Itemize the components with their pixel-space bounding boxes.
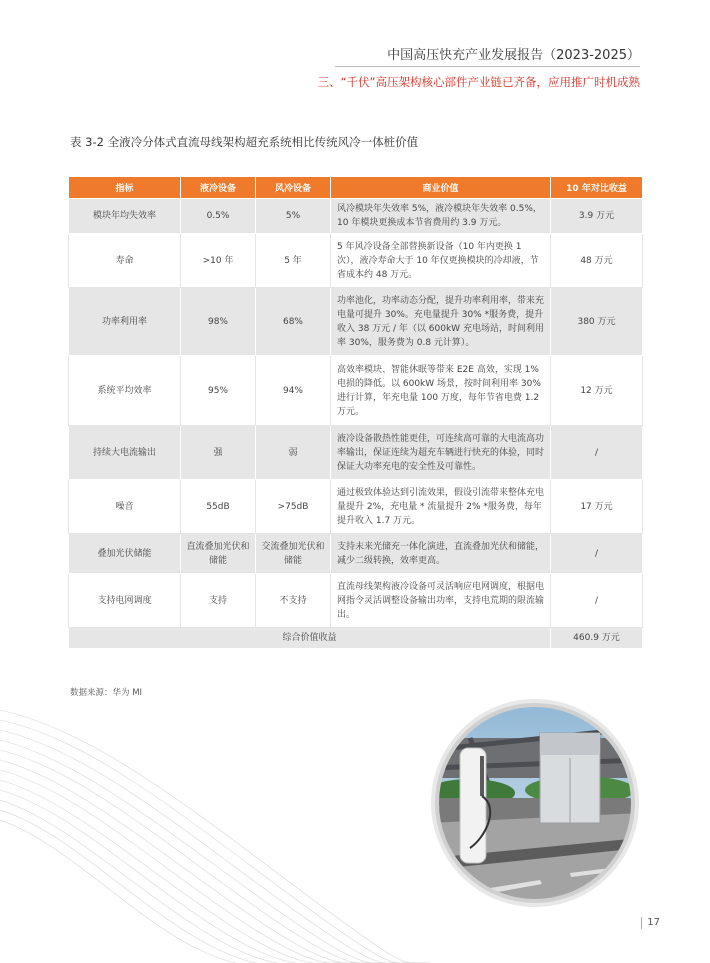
table-row bbox=[69, 426, 643, 480]
header-liquid: 液冷设备 bbox=[181, 177, 256, 199]
data-source: 数据来源：华为 MI bbox=[70, 688, 143, 698]
cell-air: 交流叠加光伏和储能 bbox=[256, 534, 331, 574]
cell-gain: 48 万元 bbox=[551, 234, 643, 288]
cell-air: 94% bbox=[256, 356, 331, 426]
cell-air: 5 年 bbox=[256, 234, 331, 288]
header-rule bbox=[335, 66, 640, 67]
table-row bbox=[69, 234, 643, 288]
cell-value: 通过极致体验达到引流效果，假设引流带来整体充电量提升 2%，充电量 * 流量提升 2% *服务费，每年提升收入 1.7 万元。 bbox=[331, 480, 551, 534]
cell-metric: 噪音 bbox=[69, 480, 181, 534]
cell-value: 液冷设备散热性能更佳，可连续高可靠的大电流高功率输出，保证连续为超充车辆进行快充的体验，同时保证大功率充电的安全性及可靠性。 bbox=[331, 426, 551, 480]
cell-metric: 叠加光伏储能 bbox=[69, 534, 181, 574]
page-number-separator bbox=[641, 917, 642, 929]
table-header-row bbox=[69, 177, 643, 199]
cell-gain: / bbox=[551, 534, 643, 574]
cell-gain: 380 万元 bbox=[551, 288, 643, 356]
table-row bbox=[69, 480, 643, 534]
header-metric: 指标 bbox=[69, 177, 181, 199]
total-value: 460.9 万元 bbox=[551, 628, 643, 649]
header-title: 中国高压快充产业发展报告（2023-2025） bbox=[387, 48, 640, 63]
cell-air: 68% bbox=[256, 288, 331, 356]
cell-liquid: 0.5% bbox=[181, 199, 256, 234]
cell-liquid: 直流叠加光伏和储能 bbox=[181, 534, 256, 574]
header-value: 商业价值 bbox=[331, 177, 551, 199]
cell-air: 不支持 bbox=[256, 574, 331, 628]
cell-air: >75dB bbox=[256, 480, 331, 534]
cell-gain: / bbox=[551, 426, 643, 480]
cell-value: 风冷模块年失效率 5%，液冷模块年失效率 0.5%，10 年模块更换成本节省费用约 3.9 万元。 bbox=[331, 199, 551, 234]
cell-metric: 模块年均失效率 bbox=[69, 199, 181, 234]
cell-value: 直流母线架构液冷设备可灵活响应电网调度，根据电网指令灵活调整设备输出功率，支持电荒期的限流输出。 bbox=[331, 574, 551, 628]
cell-liquid: 98% bbox=[181, 288, 256, 356]
table-row bbox=[69, 288, 643, 356]
table-row bbox=[69, 356, 643, 426]
cell-metric: 功率利用率 bbox=[69, 288, 181, 356]
header-air: 风冷设备 bbox=[256, 177, 331, 199]
table-row bbox=[69, 574, 643, 628]
cell-air: 弱 bbox=[256, 426, 331, 480]
cell-air: 5% bbox=[256, 199, 331, 234]
table-caption: 表 3-2 全液冷分体式直流母线架构超充系统相比传统风冷一体桩价值 bbox=[70, 135, 419, 149]
cell-gain: 17 万元 bbox=[551, 480, 643, 534]
cell-gain: 12 万元 bbox=[551, 356, 643, 426]
cell-value: 功率池化，功率动态分配，提升功率利用率，带来充电量可提升 30%。充电量提升 30% *服务费，提升收入 38 万元 / 年（以 600kW 充电场站，时间利用率 30%，服务费为 0.8 元计算）。 bbox=[331, 288, 551, 356]
charging-station-photo-icon bbox=[430, 698, 640, 908]
cell-gain: / bbox=[551, 574, 643, 628]
cell-metric: 支持电网调度 bbox=[69, 574, 181, 628]
table-row bbox=[69, 199, 643, 234]
cell-liquid: >10 年 bbox=[181, 234, 256, 288]
page-number: 17 bbox=[647, 917, 660, 928]
cell-metric: 寿命 bbox=[69, 234, 181, 288]
cell-liquid: 支持 bbox=[181, 574, 256, 628]
total-label: 综合价值收益 bbox=[69, 628, 551, 649]
header-subtitle: 三、“千伏”高压架构核心部件产业链已齐备，应用推广时机成熟 bbox=[317, 75, 640, 89]
cell-liquid: 55dB bbox=[181, 480, 256, 534]
table-row bbox=[69, 534, 643, 574]
header-gain: 10 年对比收益 bbox=[551, 177, 643, 199]
table-total-row bbox=[69, 628, 643, 649]
cell-metric: 系统平均效率 bbox=[69, 356, 181, 426]
cell-liquid: 强 bbox=[181, 426, 256, 480]
cell-gain: 3.9 万元 bbox=[551, 199, 643, 234]
cell-value: 支持未来光储充一体化演进，直流叠加光伏和储能，减少二级转换，效率更高。 bbox=[331, 534, 551, 574]
cell-value: 高效率模块、智能休眠等带来 E2E 高效，实现 1% 电损的降低。以 600kW 场景，按时间利用率 30% 进行计算，年充电量 100 万度，每年节省电费 1.2 万元。 bbox=[331, 356, 551, 426]
decorative-wave-lines bbox=[0, 690, 430, 963]
cell-liquid: 95% bbox=[181, 356, 256, 426]
cell-value: 5 年风冷设备全部替换新设备（10 年内更换 1 次），液冷寿命大于 10 年仅更换模块的冷却液，节省成本约 48 万元。 bbox=[331, 234, 551, 288]
value-comparison-table bbox=[68, 176, 643, 649]
cell-metric: 持续大电流输出 bbox=[69, 426, 181, 480]
